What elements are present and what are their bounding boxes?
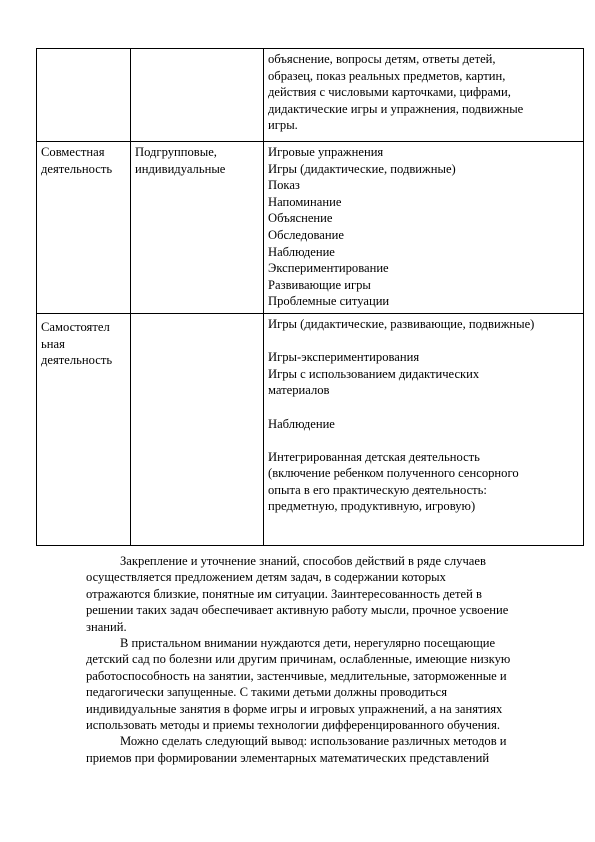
table-cell-organization xyxy=(131,49,264,142)
text-line: Игры (дидактические, подвижные) xyxy=(268,161,456,176)
text-line: Напоминание xyxy=(268,194,342,209)
methods-table xyxy=(36,48,584,546)
table-cell-methods xyxy=(264,49,584,142)
text-line: Развивающие игры xyxy=(268,277,371,292)
text-line: Экспериментирование xyxy=(268,261,389,276)
text-line: опыта в его практическую деятельность: xyxy=(268,482,487,497)
text-line: В пристальном внимании нуждаются дети, нерегулярно посещающие xyxy=(120,636,496,651)
text-line: приемов при формировании элементарных математических представлений xyxy=(86,750,490,765)
text-line: Можно сделать следующий вывод: использование различных методов и xyxy=(120,734,507,749)
text-line: дидактические игры и упражнения, подвижные xyxy=(268,101,524,116)
text-line: Наблюдение xyxy=(268,244,335,259)
paragraph xyxy=(86,733,556,766)
text-line: Объяснение xyxy=(268,211,333,226)
table-row xyxy=(37,49,584,142)
text-line: педагогически запущенные. С такими детьми должны проводиться xyxy=(86,685,447,700)
table-cell-organization xyxy=(131,313,264,545)
table-cell-methods xyxy=(264,142,584,314)
text-line: Показ xyxy=(268,178,300,193)
text-line: Обследование xyxy=(268,227,344,242)
text-line: Подгрупповые, xyxy=(135,145,217,159)
table-cell-form xyxy=(37,142,131,314)
text-line: действия с числовыми карточками, цифрами, xyxy=(268,85,511,100)
text-line xyxy=(268,432,579,449)
text-line: ьная xyxy=(41,336,65,351)
text-line: знаний. xyxy=(86,619,127,634)
text-line: детский сад по болезни или другим причинам, ослабленные, имеющие низкую xyxy=(86,652,511,667)
text-line: работоспособность на занятии, застенчивые, медлительные, заторможенные и xyxy=(86,668,507,683)
text-line: Самостоятел xyxy=(41,319,110,334)
text-line: отражаются близкие, понятные им ситуации. Заинтересованность детей в xyxy=(86,586,482,601)
table-row xyxy=(37,142,584,314)
text-line: индивидуальные xyxy=(135,161,226,176)
text-line: деятельность xyxy=(41,353,113,368)
paragraph xyxy=(86,635,556,733)
text-line xyxy=(268,399,579,416)
text-line: решении таких задач обеспечивает активную работу мысли, прочное усвоение xyxy=(86,603,509,618)
text-line: игры. xyxy=(268,118,298,133)
text-line: Игры-экспериментирования xyxy=(268,350,420,365)
text-line: Игры с использованием дидактических xyxy=(268,366,480,381)
table-row xyxy=(37,313,584,545)
body-text xyxy=(86,553,556,766)
text-line: Игровые упражнения xyxy=(268,145,384,159)
text-line: (включение ребенком полученного сенсорного xyxy=(268,466,519,481)
text-line: Совместная xyxy=(41,145,105,159)
text-line: материалов xyxy=(268,383,330,398)
text-line: Проблемные ситуации xyxy=(268,294,390,309)
text-line: предметную, продуктивную, игровую) xyxy=(268,499,476,514)
text-line: Закрепление и уточнение знаний, способов действий в ряде случаев xyxy=(120,554,486,568)
text-line: Игры (дидактические, развивающие, подвижные) xyxy=(268,316,535,331)
table-cell-organization xyxy=(131,142,264,314)
text-line: Наблюдение xyxy=(268,416,335,431)
text-line: деятельность xyxy=(41,161,113,176)
text-line: Интегрированная детская деятельность xyxy=(268,449,480,464)
text-line xyxy=(268,333,579,350)
text-line: образец, показ реальных предметов, картин, xyxy=(268,68,506,83)
text-line: использовать методы и приемы технологии дифференцированного обучения. xyxy=(86,718,501,733)
table-cell-methods xyxy=(264,313,584,545)
text-line: индивидуальные занятия в форме игры и игровых упражнений, а на занятиях xyxy=(86,701,503,716)
text-line: объяснение, вопросы детям, ответы детей, xyxy=(268,52,496,66)
table-cell-form xyxy=(37,49,131,142)
table-cell-form xyxy=(37,313,131,545)
text-line: осуществляется предложением детям задач, в содержании которых xyxy=(86,570,446,585)
paragraph xyxy=(86,553,556,635)
